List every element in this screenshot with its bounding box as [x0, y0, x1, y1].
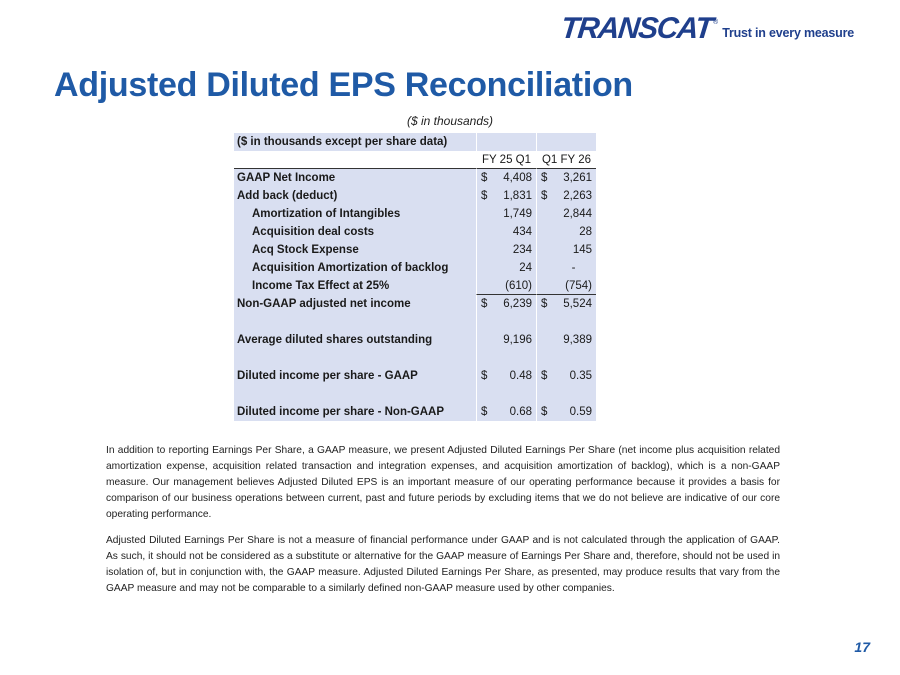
cell-value: 234	[512, 244, 532, 256]
row-label-non-gaap-net-income: Non-GAAP adjusted net income	[234, 295, 476, 313]
transcat-logo	[561, 14, 854, 44]
spacer-row	[536, 313, 596, 331]
spacer-row	[536, 349, 596, 367]
row-label-gaap-net-income: GAAP Net Income	[234, 169, 476, 187]
row-label-eps-gaap: Diluted income per share - GAAP	[234, 367, 476, 385]
table-cell	[476, 169, 536, 187]
table-cell	[476, 403, 536, 421]
table-cell	[536, 331, 596, 349]
row-label-tax-effect: Income Tax Effect at 25%	[234, 277, 476, 295]
currency-symbol: $	[481, 406, 488, 418]
table-cell	[536, 259, 596, 277]
cell-value: 28	[579, 226, 592, 238]
table-header-blank	[536, 133, 596, 151]
row-label-add-back: Add back (deduct)	[234, 187, 476, 205]
cell-value: 0.35	[569, 370, 592, 382]
currency-symbol: $	[541, 190, 548, 202]
row-label-eps-non-gaap: Diluted income per share - Non-GAAP	[234, 403, 476, 421]
cell-value: 0.68	[509, 406, 532, 418]
table-cell	[536, 277, 596, 295]
cell-value: 1,749	[503, 208, 532, 220]
currency-symbol: $	[481, 172, 488, 184]
table-cell	[536, 241, 596, 259]
spacer-row	[234, 313, 476, 331]
page-number: 17	[854, 639, 870, 655]
eps-reconciliation-table	[234, 133, 596, 421]
spacer-row	[234, 385, 476, 403]
column-header-fy25q1: FY 25 Q1	[476, 151, 536, 169]
column-header-blank	[234, 151, 476, 169]
logo-wordmark: TRANSCAT	[559, 12, 714, 45]
cell-value: 145	[572, 244, 592, 256]
table-cell	[476, 331, 536, 349]
currency-symbol: $	[541, 406, 548, 418]
cell-value: (754)	[565, 280, 592, 292]
table-cell	[536, 187, 596, 205]
table-cell	[476, 205, 536, 223]
row-label-stock-expense: Acq Stock Expense	[234, 241, 476, 259]
table-header-blank	[476, 133, 536, 151]
table-cell	[476, 295, 536, 313]
cell-value: 6,239	[503, 298, 532, 310]
page-title: Adjusted Diluted EPS Reconciliation	[54, 66, 633, 104]
cell-value: 0.48	[509, 370, 532, 382]
table-header-label: ($ in thousands except per share data)	[234, 133, 476, 151]
table-cell	[476, 223, 536, 241]
currency-symbol: $	[481, 190, 488, 202]
spacer-row	[476, 349, 536, 367]
logo-tagline: Trust in every measure	[722, 26, 854, 40]
spacer-row	[536, 385, 596, 403]
cell-value: (610)	[505, 280, 532, 292]
table-cell	[476, 277, 536, 295]
row-label-amortization: Amortization of Intangibles	[234, 205, 476, 223]
spacer-row	[476, 385, 536, 403]
cell-value: 5,524	[563, 298, 592, 310]
currency-symbol: $	[541, 172, 548, 184]
table-cell	[536, 169, 596, 187]
table-cell	[476, 187, 536, 205]
cell-value: 434	[512, 226, 532, 238]
table-cell	[536, 205, 596, 223]
table-subtitle: ($ in thousands)	[406, 114, 494, 128]
cell-value: 1,831	[503, 190, 532, 202]
table-cell	[536, 367, 596, 385]
column-header-q1fy26: Q1 FY 26	[536, 151, 596, 169]
cell-value: 0.59	[569, 406, 592, 418]
currency-symbol: $	[541, 370, 548, 382]
cell-value: 4,408	[503, 172, 532, 184]
cell-value: 2,844	[563, 208, 592, 220]
cell-value: 24	[519, 262, 532, 274]
table-cell	[536, 295, 596, 313]
currency-symbol: $	[481, 370, 488, 382]
row-label-deal-costs: Acquisition deal costs	[234, 223, 476, 241]
table-cell	[536, 403, 596, 421]
cell-value: 2,263	[563, 190, 592, 202]
spacer-row	[476, 313, 536, 331]
cell-value: 9,196	[503, 334, 532, 346]
disclosure-paragraph-1: In addition to reporting Earnings Per Share, a GAAP measure, we present Adjusted Diluted Earnings Per Share (net income plus acquisition related amortization expense, acquisition related transaction and integration expenses, and acquisition amortization of backlog), which is a non-GAAP measure. Our management believes Adjusted Diluted EPS is an important measure of our operating performance because it provides a basis for comparison of our business operations between current, past and future periods by excluding items that we do not believe are indicative of our core operating performance.	[106, 445, 780, 520]
currency-symbol: $	[541, 298, 548, 310]
currency-symbol: $	[481, 298, 488, 310]
spacer-row	[234, 349, 476, 367]
table-cell	[476, 259, 536, 277]
table-cell	[536, 223, 596, 241]
cell-value: 3,261	[563, 172, 592, 184]
row-label-diluted-shares: Average diluted shares outstanding	[234, 331, 476, 349]
logo-registered-mark: ®	[713, 19, 719, 26]
disclosure-paragraph-2: Adjusted Diluted Earnings Per Share is not a measure of financial performance under GAAP and is not calculated through the application of GAAP. As such, it should not be considered as a substitute or alternative for the GAAP measure of Earnings Per Share and, therefore, should not be used in isolation of, but in conjunction with, the GAAP measure. Adjusted Diluted Earnings Per Share, as presented, may produce results that vary from the GAAP measure and may not be comparable to a similarly defined non-GAAP measure used by other companies.	[106, 535, 780, 594]
row-label-backlog: Acquisition Amortization of backlog	[234, 259, 476, 277]
cell-value: -	[571, 262, 576, 274]
cell-value: 9,389	[563, 334, 592, 346]
table-cell	[476, 241, 536, 259]
table-cell	[476, 367, 536, 385]
